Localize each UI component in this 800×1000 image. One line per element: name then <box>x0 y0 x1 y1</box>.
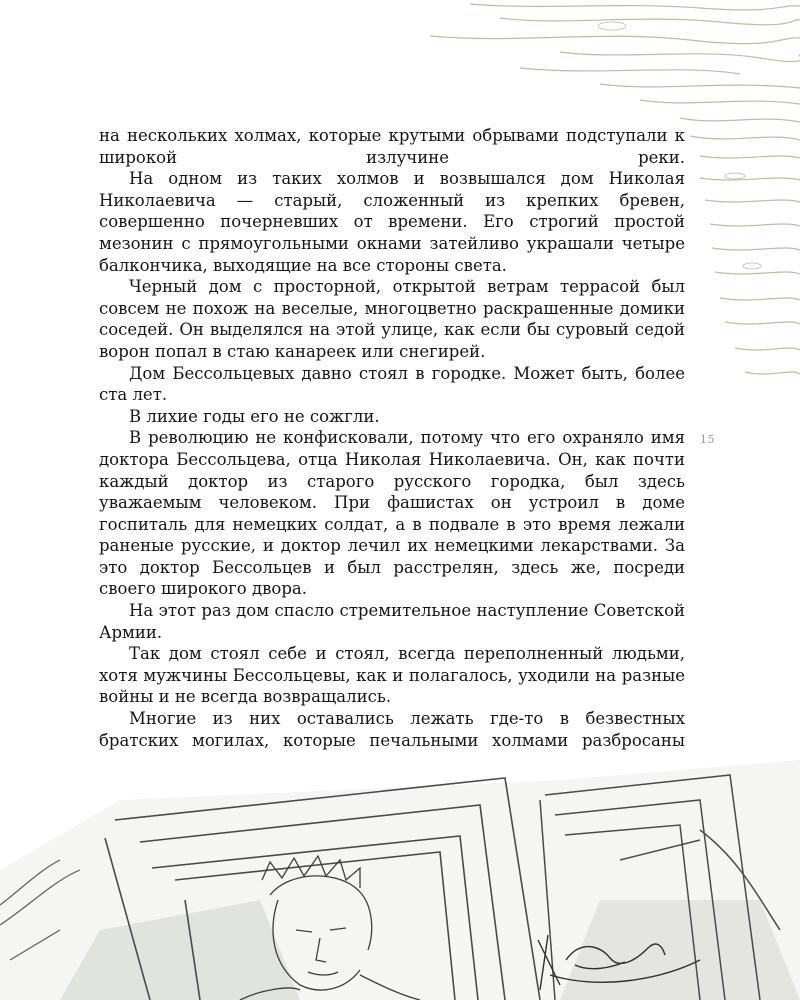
small-frame-sketch <box>540 775 780 1000</box>
paragraph: На одном из таких холмов и возвышался дом Николая Николаевича — старый, сложенный из крепких бревен, совершенно почерневших от времени. Его строгий простой мезонин с прямоугольными окнами затейливо украшали четыре балкончика, выходящие на все стороны света. <box>99 169 685 275</box>
portraits-sketch <box>0 760 800 1000</box>
page-number: 15 <box>700 433 715 446</box>
large-frame-sketch <box>105 778 540 1000</box>
paragraph: на нескольких холмах, которые крутыми обрывами подступали к широкой излучине реки. <box>99 126 685 167</box>
paragraph: Так дом стоял себе и стоял, всегда переполненный людьми, хотя мужчины Бессольцевы, как и полагалось, уходили на разные войны и не всегда возвращались. <box>99 644 685 707</box>
paragraph: В революцию не конфисковали, потому что его охраняло имя доктора Бессольцева, отца Николая Николаевича. Он, как почти каждый доктор из старого русского городка, был здесь уважаемым человеком. При фашистах он устроил в доме госпиталь для немецких солдат, а в подвале в это время лежали раненые русские, и доктор лечил их немецкими лекарствами. За это доктор Бессольцев и был расстрелян, здесь же, посреди своего широкого двора. <box>99 428 685 599</box>
paragraph: Черный дом с просторной, открытой ветрам террасой был совсем не похож на веселые, многоцветно раскрашенные домики соседей. Он выделялся на этой улице, как если бы суровый седой ворон попал в стаю канареек или снегирей. <box>99 277 685 361</box>
body-text <box>99 125 685 751</box>
paragraph: Дом Бессольцевых давно стоял в городке. Может быть, более ста лет. <box>99 363 685 405</box>
left-frame-sketch <box>0 860 80 960</box>
signature-sketch <box>538 935 700 990</box>
paragraph: Многие из них оставались лежать где-то в безвестных братских могилах, которые печальными холмами разбросаны <box>99 709 685 750</box>
paragraph: На этот раз дом спасло стремительное наступление Советской Армии. <box>99 601 685 642</box>
paragraph: В лихие годы его не сожгли. <box>129 406 380 426</box>
portrait-face-sketch <box>240 856 420 1000</box>
